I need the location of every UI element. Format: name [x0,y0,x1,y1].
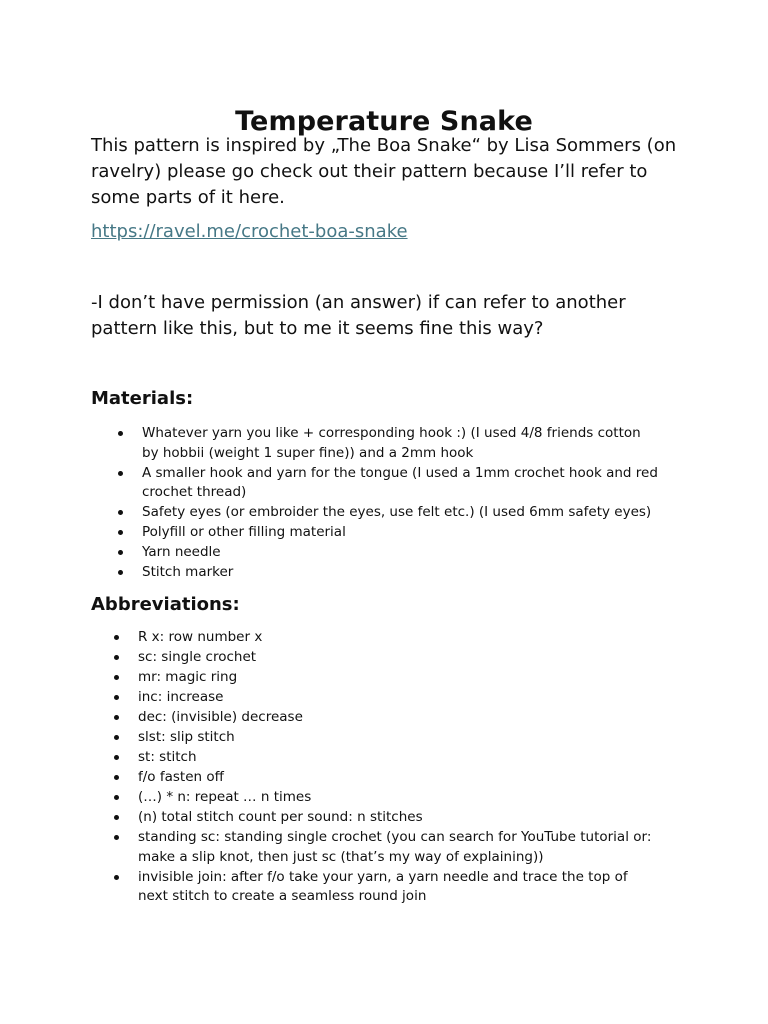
list-item-text: st: stitch [138,749,197,765]
list-item [114,628,654,648]
list-item [118,464,658,503]
list-item [114,748,654,768]
materials-heading: Materials: [91,388,194,409]
list-item [114,668,654,688]
list-item [114,868,654,907]
list-item-text: dec: (invisible) decrease [138,709,303,725]
bullet-icon [114,715,119,720]
list-item [114,648,654,668]
bullet-icon [114,635,119,640]
list-item-text: mr: magic ring [138,669,238,685]
list-item-text: inc: increase [138,689,224,705]
bullet-icon [118,510,123,515]
bullet-icon [118,431,123,436]
list-item [114,688,654,708]
list-item-text: f/o fasten off [138,769,224,785]
list-item-text: (n) total stitch count per sound: n stitches [138,809,423,825]
list-item [114,768,654,788]
list-item [118,424,658,463]
list-item [114,808,654,828]
list-item [114,788,654,808]
list-item-text: invisible join: after f/o take your yarn, a yarn needle and trace the top of next stitch to create a seamless round join [138,868,628,904]
abbreviations-list [114,628,654,907]
bullet-icon [118,530,123,535]
list-item-text: Whatever yarn you like + corresponding hook :) (I used 4/8 friends cotton by hobbii (weight 1 super fine)) and a 2mm hook [142,425,641,461]
pattern-link[interactable]: https://ravel.me/crochet-boa-snake [91,221,408,242]
list-item [114,728,654,748]
list-item-text: Yarn needle [142,544,221,560]
bullet-icon [114,815,119,820]
materials-list [118,424,658,583]
list-item [114,828,654,867]
list-item-text: (…) * n: repeat … n times [138,789,312,805]
bullet-icon [114,695,119,700]
list-item-text: Stitch marker [142,564,234,580]
bullet-icon [114,795,119,800]
list-item-text: Polyfill or other filling material [142,524,346,540]
bullet-icon [114,735,119,740]
list-item-text: standing sc: standing single crochet (you can search for YouTube tutorial or: make a slip knot, then just sc (that’s my way of explaining)) [138,829,652,865]
bullet-icon [114,775,119,780]
list-item-text: sc: single crochet [138,649,257,665]
list-item-text: R x: row number x [138,629,263,645]
list-item-text: Safety eyes (or embroider the eyes, use felt etc.) (I used 6mm safety eyes) [142,504,652,520]
bullet-icon [118,550,123,555]
list-item [118,523,658,543]
bullet-icon [114,655,119,660]
permission-note: -I don’t have permission (an answer) if can refer to another pattern like this, but to me it seems fine this way? [91,292,626,339]
list-item [114,708,654,728]
bullet-icon [118,471,123,476]
bullet-icon [114,755,119,760]
bullet-icon [118,570,123,575]
bullet-icon [114,675,119,680]
bullet-icon [114,835,119,840]
list-item-text: slst: slip stitch [138,729,235,745]
page-title: Temperature Snake [235,106,533,138]
list-item [118,503,658,523]
abbreviations-heading: Abbreviations: [91,594,240,615]
intro-paragraph: This pattern is inspired by „The Boa Snake“ by Lisa Sommers (on ravelry) please go check out their pattern because I’ll refer to some parts of it here. [91,135,677,208]
list-item [118,563,658,583]
list-item-text: A smaller hook and yarn for the tongue (I used a 1mm crochet hook and red crochet thread) [142,464,658,500]
bullet-icon [114,875,119,880]
list-item [118,543,658,563]
